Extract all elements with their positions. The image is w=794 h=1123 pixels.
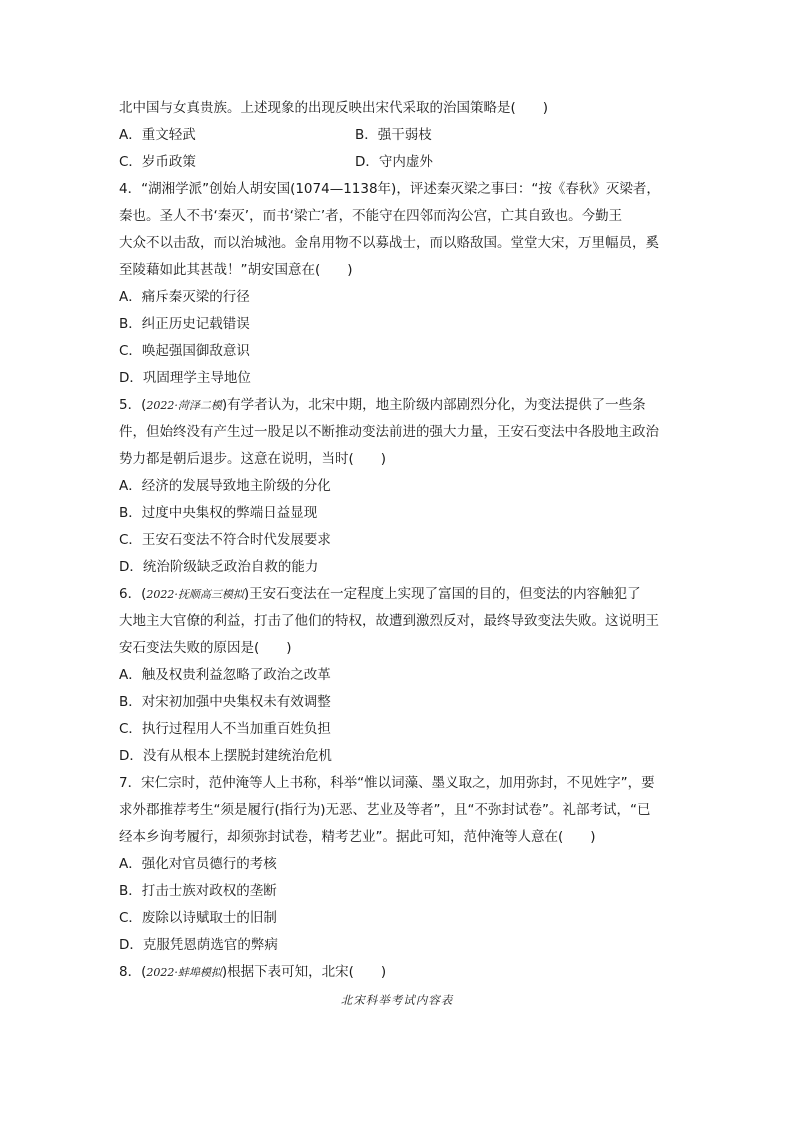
q4-stem-line-2: 秦也。圣人不书‘秦灭’，而书‘梁亡’者，不能守在四邻而沟公宫，亡其自致也。今勤王 xyxy=(119,208,623,224)
q4-stem-line-1: 4．“湖湘学派”创始人胡安国(1074—1138年)，评述秦灭梁之事曰：“按《春秋》灭梁者， xyxy=(119,181,660,197)
q3-stem-tail: 北中国与女真贵族。上述现象的出现反映出宋代采取的治国策略是( ) xyxy=(119,100,549,116)
q7-stem-line-2: 求外郡推荐考生“须是履行(指行为)无恶、艺业及等者”，且“不弥封试卷”。礼部考试，“已 xyxy=(119,802,651,818)
q5-stem-line-3: 势力都是朝后退步。这意在说明，当时( ) xyxy=(119,451,387,467)
q5-option-a[interactable]: A．经济的发展导致地主阶级的分化 xyxy=(119,478,331,494)
q4-stem-line-4: 至陵藉如此其甚哉！”胡安国意在( ) xyxy=(119,262,353,278)
q3-options-row-2 xyxy=(119,149,679,176)
q7-stem-line-3: 经本乡询考履行，却须弥封试卷，精考艺业”。据此可知，范仲淹等人意在( ) xyxy=(119,829,596,845)
q6-source: 2022·抚顺高三模拟 xyxy=(146,588,244,601)
q6-stem-line-1 xyxy=(119,581,679,608)
q8-stem-line-1 xyxy=(119,959,679,986)
q6-option-d[interactable]: D．没有从根本上摆脱封建统治危机 xyxy=(119,748,332,764)
q8-source: 2022·蚌埠模拟 xyxy=(146,966,222,979)
q7-option-d[interactable]: D．克服凭恩荫选官的弊病 xyxy=(119,937,278,953)
q3-option-b[interactable]: B．强干弱枝 xyxy=(355,127,432,143)
q6-stem-line-2: 大地主大官僚的利益，打击了他们的特权，故遭到激烈反对，最终导致变法失败。这说明王 xyxy=(119,613,659,629)
q4-option-b[interactable]: B．纠正历史记载错误 xyxy=(119,316,250,332)
q3-option-c[interactable]: C．岁币政策 xyxy=(119,154,196,170)
q7-option-a[interactable]: A．强化对官员德行的考核 xyxy=(119,856,277,872)
q7-option-c[interactable]: C．废除以诗赋取士的旧制 xyxy=(119,910,277,926)
q5-stem-line-1 xyxy=(119,392,679,419)
q3-option-d[interactable]: D．守内虚外 xyxy=(355,154,433,170)
q6-stem-line-3: 安石变法失败的原因是( ) xyxy=(119,640,292,656)
q3-option-a[interactable]: A．重文轻武 xyxy=(119,127,196,143)
question-content xyxy=(119,95,679,986)
q6-number: 6．( xyxy=(119,586,147,602)
q5-option-b[interactable]: B．过度中央集权的弊端日益显现 xyxy=(119,505,318,521)
q4-option-d[interactable]: D．巩固理学主导地位 xyxy=(119,370,251,386)
q5-option-c[interactable]: C．王安石变法不符合时代发展要求 xyxy=(119,532,331,548)
q6-option-a[interactable]: A．触及权贵利益忽略了政治之改革 xyxy=(119,667,331,683)
q5-number: 5．( xyxy=(119,397,147,413)
q8-stem-start: )根据下表可知，北宋( ) xyxy=(221,964,387,980)
q5-stem-line-2: 件，但始终没有产生过一股足以不断推动变法前进的强大力量，王安石变法中各股地主政治 xyxy=(119,424,659,440)
q7-stem-line-1: 7．宋仁宗时，范仲淹等人上书称，科举“惟以词藻、墨义取之，加用弥封，不见姓字”，要 xyxy=(119,775,655,791)
q6-option-c[interactable]: C．执行过程用人不当加重百姓负担 xyxy=(119,721,331,737)
q5-option-d[interactable]: D．统治阶级缺乏政治自救的能力 xyxy=(119,559,319,575)
q3-options-row-1 xyxy=(119,122,679,149)
q7-option-b[interactable]: B．打击士族对政权的垄断 xyxy=(119,883,277,899)
q4-option-c[interactable]: C．唤起强国御敌意识 xyxy=(119,343,250,359)
q4-option-a[interactable]: A．痛斥秦灭梁的行径 xyxy=(119,289,250,305)
q8-number: 8．( xyxy=(119,964,147,980)
table-caption: 北宋科举考试内容表 xyxy=(340,993,454,1007)
q5-source: 2022·菏泽二模 xyxy=(146,399,222,412)
q6-option-b[interactable]: B．对宋初加强中央集权未有效调整 xyxy=(119,694,331,710)
q6-stem-start: )王安石变法在一定程度上实现了富国的目的，但变法的内容触犯了 xyxy=(243,586,641,602)
q4-stem-line-3: 大众不以击敌，而以治城池。金帛用物不以募战士，而以赂敌国。堂堂大宋，万里幅员，奚 xyxy=(119,235,659,251)
q5-stem-start: )有学者认为，北宋中期，地主阶级内部剧烈分化，为变法提供了一些条 xyxy=(221,397,646,413)
